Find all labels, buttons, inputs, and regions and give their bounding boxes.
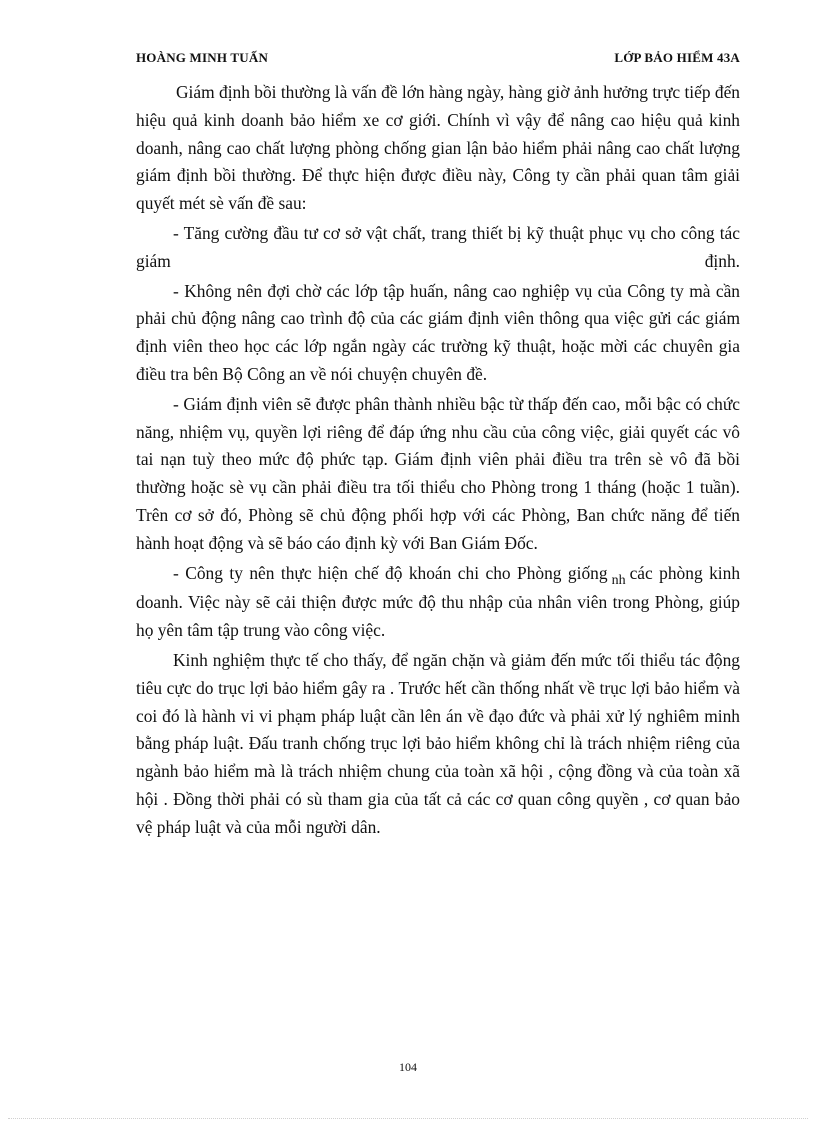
paragraph-expense-before: - Công ty nên thực hiện chế độ khoán chi cho Phòng giống: [173, 562, 608, 583]
paragraph-assessor-levels: - Giám định viên sẽ được phân thành nhiều bậc từ thấp đến cao, mỗi bậc có chức năng, nhiệm vụ, quyền lợi riêng để đáp ứng nhu cầu của công việc, giải quyết các vô tai nạn tuỳ theo mức độ phức tạp. Giám định viên phải điều tra trên sè vô đã bồi thường hoặc sè vụ cần phải điều tra tối thiểu cho Phòng trong 1 tháng (hoặc 1 tuần). Trên cơ sở đó, Phòng sẽ chủ động phối hợp với các Phòng, Ban chức năng để tiến hành hoạt động và sẽ báo cáo định kỳ với Ban Giám Đốc.: [136, 393, 740, 553]
paragraph-intro: Giám định bồi thường là vấn đề lớn hàng ngày, hàng giờ ảnh hưởng trực tiếp đến hiệu quả kinh doanh bảo hiểm xe cơ giới. Chính vì vậy để nâng cao hiệu quả kinh doanh, nâng cao chất lượng phòng chống gian lận bảo hiểm phải nâng cao chất lượng giám định bồi thường. Để thực hiện được điều này, Công ty cần phải quan tâm giải quyết mét sè vấn đề sau:: [136, 82, 740, 214]
header-author: HOÀNG MINH TUẤN: [136, 50, 269, 65]
paragraph-training: - Không nên đợi chờ các lớp tập huấn, nâng cao nghiệp vụ của Công ty mà cần phải chủ động nâng cao trình độ của các giám định viên thông qua việc gửi các giám định viên theo học các lớp ngắn ngày các trường kỹ thuật, hoặc mời các chuyên gia điều tra bên Bộ Công an về nói chuyện chuyên đề.: [136, 280, 740, 384]
body-text: [136, 79, 740, 842]
paragraph-equipment: - Tăng cường đầu tư cơ sở vật chất, trang thiết bị kỹ thuật phục vụ cho công tác giám định.: [136, 222, 740, 271]
page-number: 104: [399, 1060, 417, 1074]
paragraph-expense-after: các phòng kinh doanh. Việc này sẽ cải thiện được mức độ thu nhập của nhân viên trong Phòng, giúp họ yên tâm tập trung vào công việc.: [136, 562, 741, 641]
paragraph-expense-sub: nh: [611, 572, 626, 588]
header-class-name: LỚP BẢO HIỂM 43A: [614, 50, 740, 65]
page-bottom-divider: [8, 1118, 808, 1119]
page-header: [136, 50, 740, 70]
paragraph-expense-contract: [136, 560, 740, 645]
paragraph-experience: Kinh nghiệm thực tế cho thấy, để ngăn chặn và giảm đến mức tối thiểu tác động tiêu cực do trục lợi bảo hiểm gây ra . Trước hết cần thống nhất về trục lợi bảo hiểm và coi đó là hành vi vi phạm pháp luật cần lên án về đạo đức và phải xử lý nghiêm minh bằng pháp luật. Đấu tranh chống trục lợi bảo hiểm không chỉ là trách nhiệm riêng của ngành bảo hiểm mà là trách nhiệm chung của toàn xã hội , cộng đồng và của toàn xã hội . Đồng thời phải có sù tham gia của tất cả các cơ quan công quyền , cơ quan bảo vệ pháp luật và của mỗi người dân.: [136, 649, 740, 837]
